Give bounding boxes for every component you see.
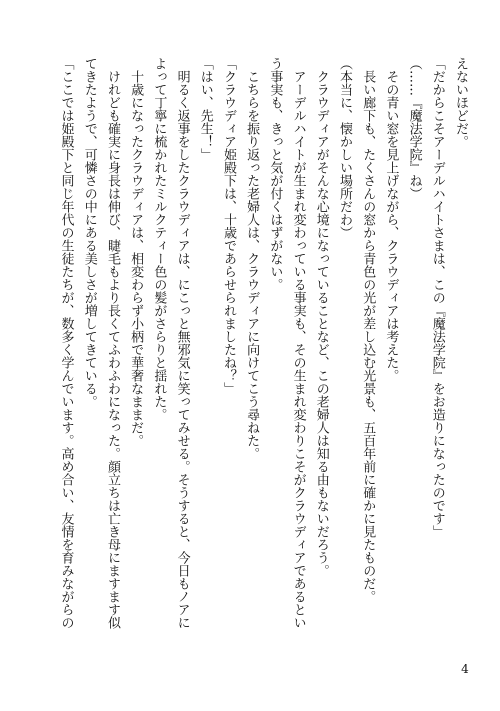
text-line: 「だからこそアーデルハイトさまは、この『魔法学院』をお造りになったのです」 — [429, 57, 445, 538]
text-line: クラウディアがそんな心境になっていることなど、この老婦人は知る由もないだろう。 — [313, 57, 329, 577]
text-line: てきたようで、可憐さの中にある美しさが増してきている。 — [81, 57, 97, 408]
text-line: けれども確実に身長は伸び、睫毛もより長くてふわふわになった。顔立ちは亡き母にますます似 — [104, 57, 120, 629]
text-line: 十歳になったクラウディアは、相変わらず小柄で華奢なままだ。 — [128, 57, 144, 447]
text-line: 「はい、先生！」 — [197, 57, 213, 161]
text-line: 明るく返事をしたクラウディアは、にこっと無邪気に笑ってみせる。そうすると、今日もノアに — [174, 57, 190, 629]
page-number: 4 — [461, 662, 469, 676]
text-line: （……『魔法学院』ね） — [406, 57, 422, 200]
text-line: えないほどだ。 — [453, 57, 468, 148]
text-line: 「クラウディア姫殿下は、十歳であらせられましたね？」 — [220, 57, 236, 395]
text-line: う事実も、きっと気が付くはずがない。 — [267, 57, 283, 291]
text-line: よって丁寧に梳かれたミルクティー色の髪がさらりと揺れた。 — [151, 57, 167, 421]
text-line: その青い窓を見上げながら、クラウディアは考えた。 — [383, 57, 399, 382]
text-line: 「ここでは姫殿下と同じ年代の生徒たちが、数多く学んでいます。高め合い、友情を育みながらの — [58, 57, 74, 629]
text-line: こちらを振り返った老婦人は、クラウディアに向けてこう尋ねた。 — [244, 57, 260, 460]
text-line: 長い廊下も、たくさんの窓から青色の光が差し込む光景も、五百年前に確かに見たものだ。 — [360, 57, 376, 603]
vertical-text-body — [28, 57, 472, 657]
text-line: アーデルハイトが生まれ変わっている事実も、その生まれ変わりこそがクラウディアであるとい — [290, 57, 306, 629]
text-line: （本当に、懐かしい場所だわ） — [336, 57, 352, 239]
